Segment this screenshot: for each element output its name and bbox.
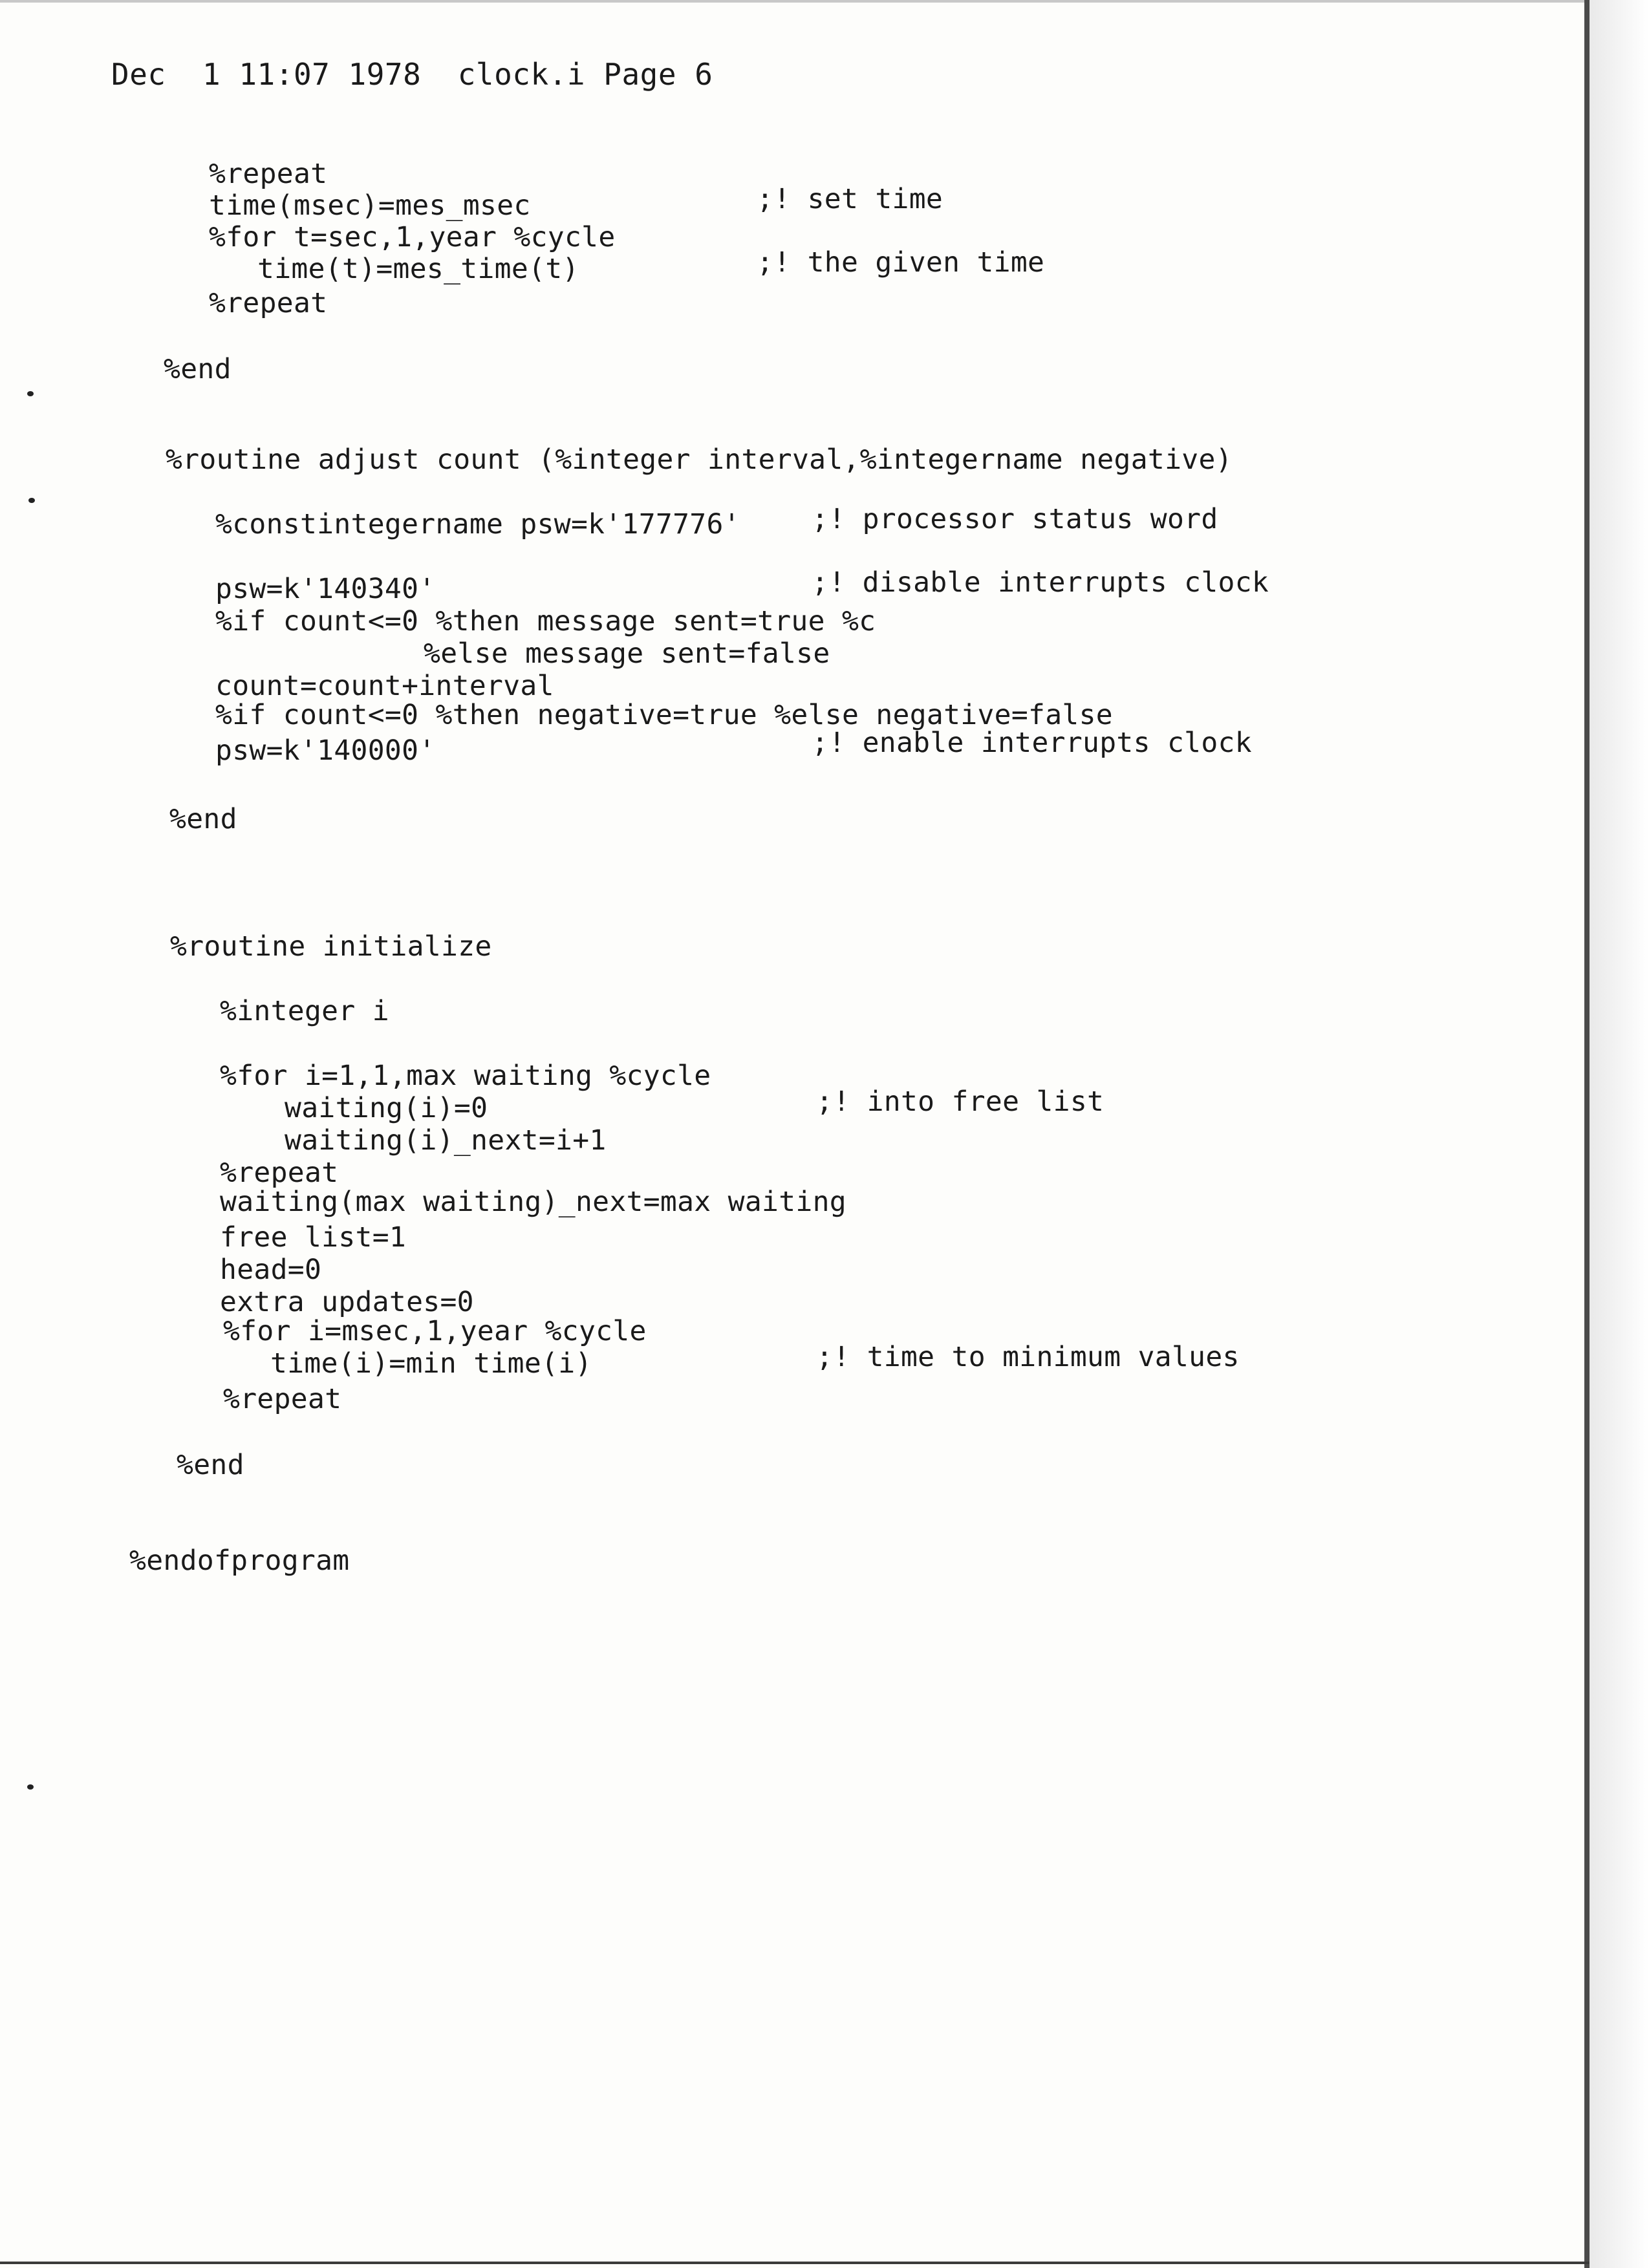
code-line: %if count<=0 %then message sent=true %c (215, 605, 876, 637)
code-line: %if count<=0 %then negative=true %else negative=false (215, 699, 1113, 731)
code-line: %routine adjust count (%integer interval,%integername negative) (166, 444, 1233, 476)
code-comment: ;! disable interrupts clock (812, 566, 1269, 599)
code-line: %end (164, 353, 232, 385)
code-line: %repeat (209, 287, 328, 319)
code-line: %else message sent=false (424, 637, 830, 670)
listing-header: Dec 1 11:07 1978 clock.i Page 6 (111, 57, 713, 92)
code-line: %for i=msec,1,year %cycle (223, 1315, 647, 1347)
page-right-edge (1584, 0, 1590, 2268)
code-line: %for t=sec,1,year %cycle (209, 221, 616, 253)
code-line: %end (177, 1449, 244, 1481)
code-comment: ;! the given time (757, 246, 1045, 279)
code-line: waiting(i)=0 (285, 1092, 488, 1124)
code-line: time(i)=min time(i) (270, 1347, 592, 1380)
code-line: psw=k'140340' (215, 573, 436, 605)
code-line: extra updates=0 (220, 1286, 474, 1318)
code-comment: ;! time to minimum values (816, 1341, 1240, 1373)
code-line: time(t)=mes_time(t) (257, 253, 579, 285)
code-line: %repeat (223, 1383, 342, 1415)
code-line: %for i=1,1,max waiting %cycle (220, 1060, 711, 1092)
page-top-edge (0, 0, 1590, 3)
scan-speck (27, 391, 34, 396)
code-line: %repeat (220, 1157, 339, 1189)
scan-speck (27, 1784, 34, 1790)
code-line: %endofprogram (129, 1545, 350, 1577)
code-line: %integer i (220, 995, 389, 1027)
scan-speck (28, 498, 35, 503)
code-line: waiting(max waiting)_next=max waiting (220, 1186, 846, 1218)
code-line: head=0 (220, 1254, 322, 1286)
code-line: %repeat (209, 158, 328, 190)
code-line: %routine initialize (170, 930, 492, 963)
code-line: psw=k'140000' (215, 734, 436, 767)
code-line: %constintegername psw=k'177776' (215, 508, 740, 540)
code-comment: ;! into free list (816, 1086, 1105, 1118)
code-line: %end (169, 803, 237, 835)
code-comment: ;! set time (757, 183, 943, 215)
code-comment: ;! enable interrupts clock (812, 727, 1252, 759)
page-bottom-edge (0, 2262, 1590, 2264)
code-line: waiting(i)_next=i+1 (285, 1124, 607, 1157)
code-line: time(msec)=mes_msec (209, 189, 531, 222)
code-line: free list=1 (220, 1221, 407, 1254)
page-right-margin (1590, 0, 1649, 2268)
code-line: count=count+interval (215, 670, 554, 702)
code-comment: ;! processor status word (812, 503, 1218, 535)
